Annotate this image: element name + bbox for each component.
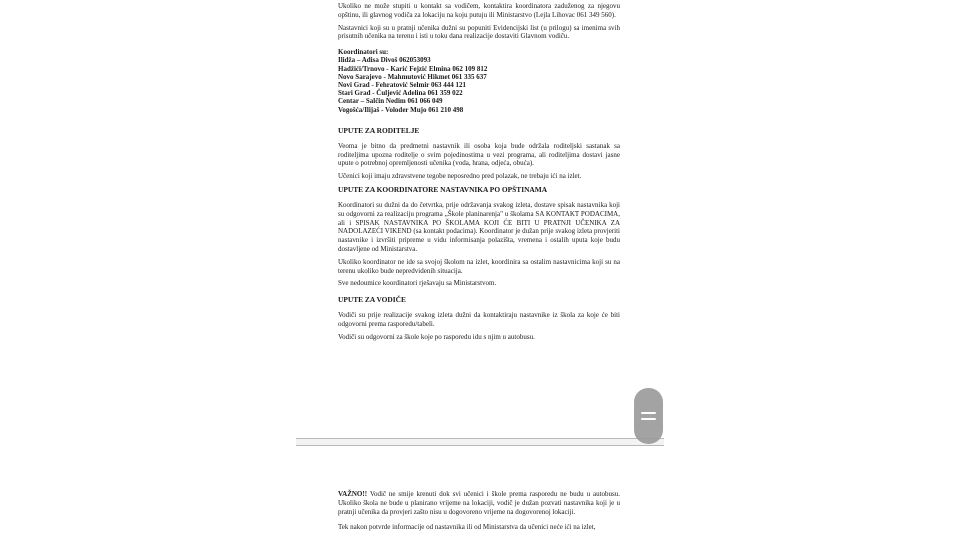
coordinator-line: Centar – Salčin Nedim 061 066 049: [338, 97, 443, 106]
coordinator-line: Hadžići/Trnovo - Karić Fejzić Elmina 062 109 812: [338, 64, 488, 73]
important-label: VAŽNO!!: [338, 490, 368, 498]
intro-paragraph-2: Nastavnici koji su u pratnji učenika dužni su popuniti Evidencijski list (u prilogu) sa imenima svih prisutnih učenika na terenu i isti u toku dana realizacije dostaviti Glavnom vodiču.: [338, 23, 620, 41]
parents-paragraph-1: Veoma je bitno da predmetni nastavnik ili osoba koja bude održala roditeljski sastanak sa roditeljima upozna roditelje o svim pojedinostima u vezi programa, ali roditeljima dostavi jasne upute o potrebnoj opremljenosti učenika (voda, hrana, odjeća, obuća).: [338, 141, 620, 168]
coordinator-line: Novi Grad - Fehratović Selmir 063 444 121: [338, 81, 466, 89]
section-heading-guides: UPUTE ZA VODIČE: [338, 295, 406, 305]
coordinators-paragraph-2: Ukoliko koordinator ne ide sa svojoj školom na izlet, koordinira sa ostalim nastavnicima koji su na terenu ukoliko bude nepredvidenih situacija.: [338, 257, 620, 275]
document-page-1: [298, 0, 662, 438]
grip-icon: [641, 412, 656, 414]
coordinator-line: Novo Sarajevo - Mahmutović Hikmet 061 335 637: [338, 72, 487, 81]
important-paragraph: [338, 490, 620, 516]
intro-paragraph-1: Ukoliko ne može stupiti u kontakt sa vodičem, kontaktira koordinatora zaduženog za njegovu opštinu, ili glavnog vodiča za lokaciju na koju putuju ili Ministarstvo (Lejla Lihovac 061 349 560).: [338, 2, 620, 19]
guides-paragraph-2: Vodiči su odgovorni za škole koje po rasporedu idu s njim u autobusu.: [338, 332, 535, 341]
parents-paragraph-2: Učenici koji imaju zdravstvene tegobe neposredno pred polazak, ne trebaju ići na izlet.: [338, 172, 582, 181]
page-content: [338, 2, 620, 342]
guides-paragraph-1: Vodiči su prije realizacije svakog izleta dužni da kontaktiraju nastavnike iz škola za koje će biti odgovorni prema rasporedu/tabeli.: [338, 311, 620, 328]
important-text: Vodič ne smije krenuti dok svi učenici i škole prema rasporedu ne budu u autobusu. Ukoliko škola ne bude u planirano vrijeme na lokaciji, vodič je dužan pozvati nastavnika koji je u pratnji učenika da provjeri zašto nisu u dogovoreno vrijeme na dogovorenoj lokaciji.: [338, 490, 620, 516]
section-heading-coordinators: UPUTE ZA KOORDINATORE NASTAVNIKA PO OPŠTINAMA: [338, 185, 548, 194]
coordinator-line: Vogošća/Ilijaš - Voloder Mujo 061 210 498: [338, 105, 464, 114]
coordinator-line: Ilidža – Adisa Divoš 062053093: [338, 56, 431, 65]
section-heading-parents: UPUTE ZA RODITELJE: [338, 125, 420, 135]
scroll-handle[interactable]: [634, 388, 663, 444]
last-paragraph: Tek nakon potvrde informacije od nastavnika ili od Ministarstva da učenici neće ići na izlet,: [338, 523, 596, 532]
page-content: [338, 490, 620, 532]
coordinators-title: Koordinatori su:: [338, 48, 389, 57]
page-separator: [296, 438, 664, 446]
document-page-2: [298, 446, 662, 540]
coordinator-line: Stari Grad - Čuljević Adelina 061 359 022: [338, 89, 463, 98]
grip-icon: [641, 418, 656, 420]
coordinators-paragraph-3: Sve nedoumice koordinatori rješavaju sa Ministarstvom.: [338, 279, 497, 288]
coordinators-paragraph-1: Koordinatori su dužni da do četvrtka, prije održavanja svakog izleta, dostave spisak nastavnika koji su odgovorni za realizaciju programa „Škole planinarenja" u školama SA KONTAKT PODACIMA, ali i SPISAK NASTAVNIKA PO ŠKOLAMA KOJI ĆE BITI U PRATNJI UČENIKA ZA NADOLAZEĆI VIKEND (sa kontakt podacima). Koordinator je dužan prije svakog izleta provjeriti nastavnike i izvršiti pripreme u vidu informisanja polazišta, vremena i ostalih uputa koje budu dostavljene od Ministarstva.: [338, 201, 620, 253]
